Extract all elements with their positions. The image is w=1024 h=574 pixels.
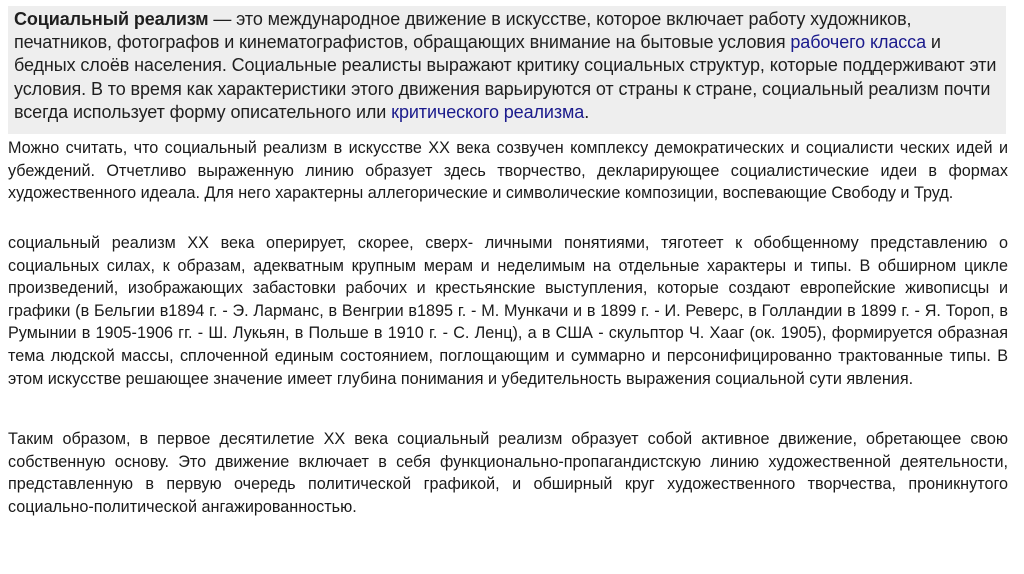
- intro-text-part-1: — это международное движение в искусстве, которое включает работу художников, печатников, фотографов и кинематографистов, обращающих внимание на бытовые условия: [14, 9, 912, 53]
- paragraph-democratic-ideas: Можно считать, что социальный реализм в искусстве XX века созвучен комплексу демократических и социалисти ческих идей и убеждений. Отчетливо выраженную линию образует здесь творчество, декларирующее социалистические идеи в формах художественного идеала. Для него характерны аллегорические и символические композиции, воспевающие Свободу и Труд.: [8, 139, 1008, 203]
- paragraph-social-forces: социальный реализм XX века оперирует, скорее, сверх- личными понятиями, тяготеет к обобщенному представлению о социальных силах, к образам, адекватным крупным мерам и неделимым на отдельные характеры и типы. В обширном цикле произведений, изображающих забастовки рабочих и крестьянские выступления, которые создают европейские живописцы и графики (в Бельгии в1894 г. - Э. Ларманс, в Венгрии в1895 г. - М. Мункачи и в 1899 г. - И. Реверс, в Голландии в 1899 г. - Я. Тороп, в Румынии в 1905-1906 гг. - Ш. Лукьян, в Польше в 1910 г. - С. Ленц), а в США - скульптор Ч. Хааг (ок. 1905), формируется образная тема людской массы, сплоченной единым состоянием, поглощающим и суммарно и персонифицированно трактованные типы. В этом искусстве решающее значение имеет глубина понимания и убедительность выражения социальной сути явления.: [8, 234, 1008, 388]
- working-class-link[interactable]: рабочего класса: [790, 32, 926, 53]
- intro-term: Социальный реализм: [14, 9, 209, 29]
- intro-paragraph: [14, 8, 1004, 124]
- paragraph-conclusion: Таким образом, в первое десятилетие XX века социальный реализм образует собой активное движение, обретающее свою собственную основу. Это движение включает в себя функционально-пропагандистскую линию художественной деятельности, представленную в первую очередь политической графикой, и обширный круг художественного творчества, проникнутого социально-политической ангажированностью.: [8, 430, 1008, 516]
- critical-realism-link[interactable]: критического реализма: [391, 101, 585, 122]
- intro-text-part-3: .: [584, 101, 590, 122]
- intro-text-part-2: и бедных слоёв населения. Социальные реалисты выражают критику социальных структур, которые поддерживают эти условия. В то время как характеристики этого движения варьируются от страны к стране, социальный реализм почти всегда использует форму описательного или: [14, 32, 997, 122]
